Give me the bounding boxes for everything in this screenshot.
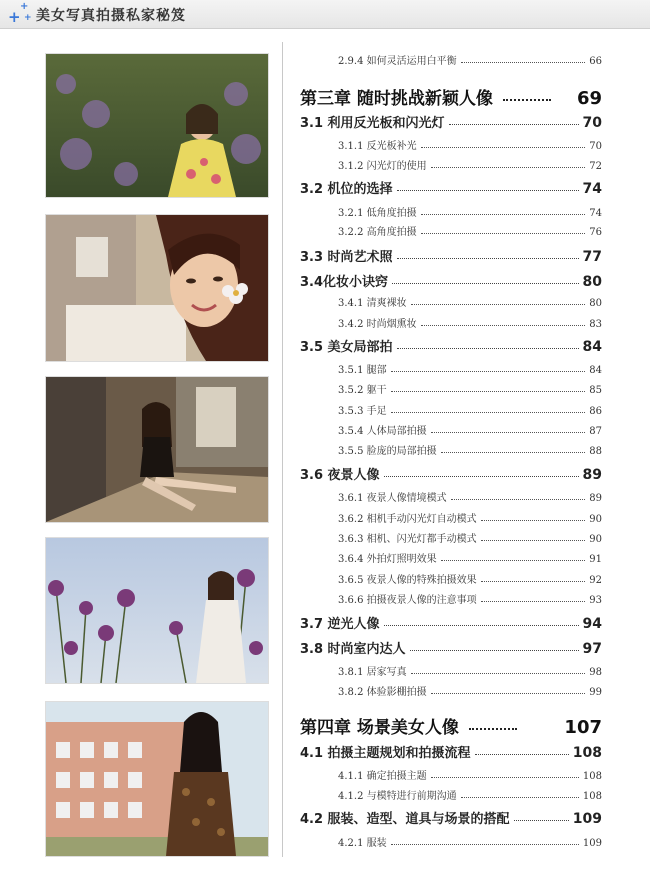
toc-subsection-entry[interactable] <box>338 442 602 457</box>
toc-page-number: 108 <box>572 745 602 761</box>
toc-entry-label: 3.6.3 相机、闪光灯都手动模式 <box>338 534 477 545</box>
toc-entry-label: 3.6.4 外拍灯照明效果 <box>338 554 437 565</box>
toc-entry-label: 3.5.3 手足 <box>338 406 387 417</box>
toc-entry-label: 3.8 时尚室内达人 <box>300 642 406 657</box>
toc-entry-label: 3.5.1 腿部 <box>338 365 387 376</box>
toc-page-number: 86 <box>589 406 602 417</box>
toc-subsection-entry[interactable] <box>338 157 602 172</box>
toc-section-entry[interactable] <box>300 336 602 355</box>
toc-entry-label: 3.3 时尚艺术照 <box>300 250 393 265</box>
toc-subsection-entry[interactable] <box>338 137 602 152</box>
toc-entry-label: 3.2.2 高角度拍摄 <box>338 227 417 238</box>
toc-page-number: 84 <box>582 339 602 355</box>
toc-subsection-entry[interactable] <box>338 510 602 525</box>
photo-smiling-portrait-flower <box>45 214 269 362</box>
toc-page-number: 85 <box>589 385 602 396</box>
page-header <box>0 0 650 29</box>
dot-leader <box>391 371 586 372</box>
toc-page-number: 94 <box>582 616 602 632</box>
dot-leader <box>451 499 586 500</box>
toc-page-number: 90 <box>589 534 602 545</box>
dot-leader <box>441 560 586 561</box>
toc-entry-label: 4.2.1 服装 <box>338 838 387 849</box>
toc-page-number: 70 <box>589 141 602 152</box>
toc-entry-label: 2.9.4 如何灵活运用白平衡 <box>338 56 457 67</box>
dot-leader <box>411 673 586 674</box>
toc-subsection-entry[interactable] <box>338 223 602 238</box>
toc-entry-label: 3.5 美女局部拍 <box>300 340 393 355</box>
toc-page-number: 98 <box>589 667 602 678</box>
toc-entry-label: 3.4.1 清爽裸妆 <box>338 298 407 309</box>
toc-subsection-entry[interactable] <box>338 591 602 606</box>
toc-subsection-entry[interactable] <box>338 489 602 504</box>
toc-page-number: 89 <box>582 467 602 483</box>
toc-page-number: 66 <box>589 56 602 67</box>
toc-section-entry[interactable] <box>300 808 602 827</box>
dot-leader <box>469 728 517 730</box>
toc-subsection-entry[interactable] <box>338 52 602 67</box>
toc-page-number: 74 <box>589 208 602 219</box>
toc-entry-label: 3.5.2 躯干 <box>338 385 387 396</box>
dot-leader <box>397 190 579 191</box>
toc-subsection-entry[interactable] <box>338 204 602 219</box>
toc-entry-label: 3.2.1 低角度拍摄 <box>338 208 417 219</box>
toc-subsection-entry[interactable] <box>338 834 602 849</box>
toc-section-entry[interactable] <box>300 638 602 657</box>
toc-entry-label: 4.2 服装、造型、道具与场景的搭配 <box>300 812 510 827</box>
toc-entry-label: 第三章 随时挑战新颖人像 <box>300 89 493 109</box>
sparkle-icon: + <box>8 8 21 26</box>
dot-leader <box>391 844 579 845</box>
dot-leader <box>481 581 586 582</box>
toc-section-entry[interactable] <box>300 112 602 131</box>
dot-leader <box>391 391 586 392</box>
toc-page-number: 93 <box>589 595 602 606</box>
toc-subsection-entry[interactable] <box>338 381 602 396</box>
dot-leader <box>397 348 579 349</box>
dot-leader <box>481 601 586 602</box>
toc-page-number: 109 <box>572 811 602 827</box>
toc-page-number: 108 <box>582 791 602 802</box>
dot-leader <box>431 167 586 168</box>
dot-leader <box>391 412 586 413</box>
toc-page-number: 70 <box>582 115 602 131</box>
toc-entry-label: 3.8.1 居家写真 <box>338 667 407 678</box>
toc-page-number: 87 <box>589 426 602 437</box>
dot-leader <box>431 693 586 694</box>
toc-chapter-entry[interactable] <box>300 84 602 109</box>
toc-entry-label: 4.1 拍摄主题规划和拍摄流程 <box>300 746 471 761</box>
toc-page-number: 76 <box>589 227 602 238</box>
toc-entry-label: 3.6.2 相机手动闪光灯自动模式 <box>338 514 477 525</box>
dot-leader <box>421 325 586 326</box>
toc-entry-label: 3.4化妆小诀窍 <box>300 275 389 290</box>
toc-subsection-entry[interactable] <box>338 767 602 782</box>
dot-leader <box>461 797 579 798</box>
dot-leader <box>503 99 551 101</box>
toc-page-number: 69 <box>576 88 602 109</box>
toc-subsection-entry[interactable] <box>338 294 602 309</box>
toc-page-number: 72 <box>589 161 602 172</box>
dot-leader <box>421 214 586 215</box>
toc-page-number: 90 <box>589 514 602 525</box>
dot-leader <box>421 233 586 234</box>
toc-page-number: 108 <box>582 771 602 782</box>
dot-leader <box>514 820 569 821</box>
toc-entry-label: 3.1 利用反光板和闪光灯 <box>300 116 445 131</box>
photo-yellow-dress-garden <box>45 53 269 198</box>
dot-leader <box>397 258 579 259</box>
dot-leader <box>481 520 586 521</box>
toc-entry-label: 3.6 夜景人像 <box>300 468 380 483</box>
column-divider <box>282 42 283 857</box>
toc-section-entry[interactable] <box>300 246 602 265</box>
dot-leader <box>392 283 578 284</box>
toc-page-number: 92 <box>589 575 602 586</box>
toc-entry-label: 3.5.4 人体局部拍摄 <box>338 426 427 437</box>
dot-leader <box>384 625 579 626</box>
toc-section-entry[interactable] <box>300 613 602 632</box>
toc-entry-label: 3.4.2 时尚烟熏妆 <box>338 319 417 330</box>
toc-entry-label: 4.1.2 与模特进行前期沟通 <box>338 791 457 802</box>
dot-leader <box>411 304 586 305</box>
dot-leader <box>431 777 579 778</box>
dot-leader <box>481 540 586 541</box>
sparkle-icon: + <box>20 1 29 12</box>
toc-section-entry[interactable] <box>300 178 602 197</box>
toc-entry-label: 第四章 场景美女人像 <box>300 718 459 738</box>
toc-entry-label: 3.2 机位的选择 <box>300 182 393 197</box>
dot-leader <box>384 476 579 477</box>
toc-page-number: 99 <box>589 687 602 698</box>
sparkle-icon: + <box>24 13 32 23</box>
toc-entry-label: 3.7 逆光人像 <box>300 617 380 632</box>
toc-page-number: 109 <box>582 838 602 849</box>
toc-page-number: 77 <box>582 249 602 265</box>
toc-page-number: 91 <box>589 554 602 565</box>
toc-page-number: 84 <box>589 365 602 376</box>
toc-page-number: 83 <box>589 319 602 330</box>
toc-subsection-entry[interactable] <box>338 683 602 698</box>
toc-page-number: 107 <box>564 717 602 738</box>
toc-entry-label: 3.6.6 拍摄夜景人像的注意事项 <box>338 595 477 606</box>
toc-chapter-entry[interactable] <box>300 713 602 738</box>
dot-leader <box>410 650 579 651</box>
toc-subsection-entry[interactable] <box>338 787 602 802</box>
toc-page-number: 80 <box>589 298 602 309</box>
toc-subsection-entry[interactable] <box>338 663 602 678</box>
toc-entry-label: 3.5.5 脸庞的局部拍摄 <box>338 446 437 457</box>
dot-leader <box>449 124 579 125</box>
toc-entry-label: 3.8.2 体验影棚拍摄 <box>338 687 427 698</box>
dot-leader <box>475 754 569 755</box>
dot-leader <box>461 62 586 63</box>
toc-page-number: 89 <box>589 493 602 504</box>
toc-subsection-entry[interactable] <box>338 530 602 545</box>
toc-section-entry[interactable] <box>300 464 602 483</box>
photo-sitting-alley <box>45 376 269 523</box>
photo-flowers-sky <box>45 537 269 684</box>
toc-subsection-entry[interactable] <box>338 422 602 437</box>
toc-subsection-entry[interactable] <box>338 315 602 330</box>
book-title: 美女写真拍摄私家秘笈 <box>36 8 186 24</box>
toc-page-number: 74 <box>582 181 602 197</box>
photo-building-outdoor <box>45 701 269 857</box>
toc-section-entry[interactable] <box>300 271 602 290</box>
toc-subsection-entry[interactable] <box>338 571 602 586</box>
toc-subsection-entry[interactable] <box>338 402 602 417</box>
toc-page-number: 97 <box>582 641 602 657</box>
toc-entry-label: 3.6.5 夜景人像的特殊拍摄效果 <box>338 575 477 586</box>
toc-page-number: 80 <box>582 274 602 290</box>
dot-leader <box>421 147 586 148</box>
toc-entry-label: 4.1.1 确定拍摄主题 <box>338 771 427 782</box>
toc-section-entry[interactable] <box>300 742 602 761</box>
toc-page-number: 88 <box>589 446 602 457</box>
dot-leader <box>441 452 586 453</box>
dot-leader <box>431 432 586 433</box>
toc-subsection-entry[interactable] <box>338 361 602 376</box>
toc-entry-label: 3.6.1 夜景人像情境模式 <box>338 493 447 504</box>
toc-subsection-entry[interactable] <box>338 550 602 565</box>
toc-entry-label: 3.1.2 闪光灯的使用 <box>338 161 427 172</box>
toc-entry-label: 3.1.1 反光板补光 <box>338 141 417 152</box>
